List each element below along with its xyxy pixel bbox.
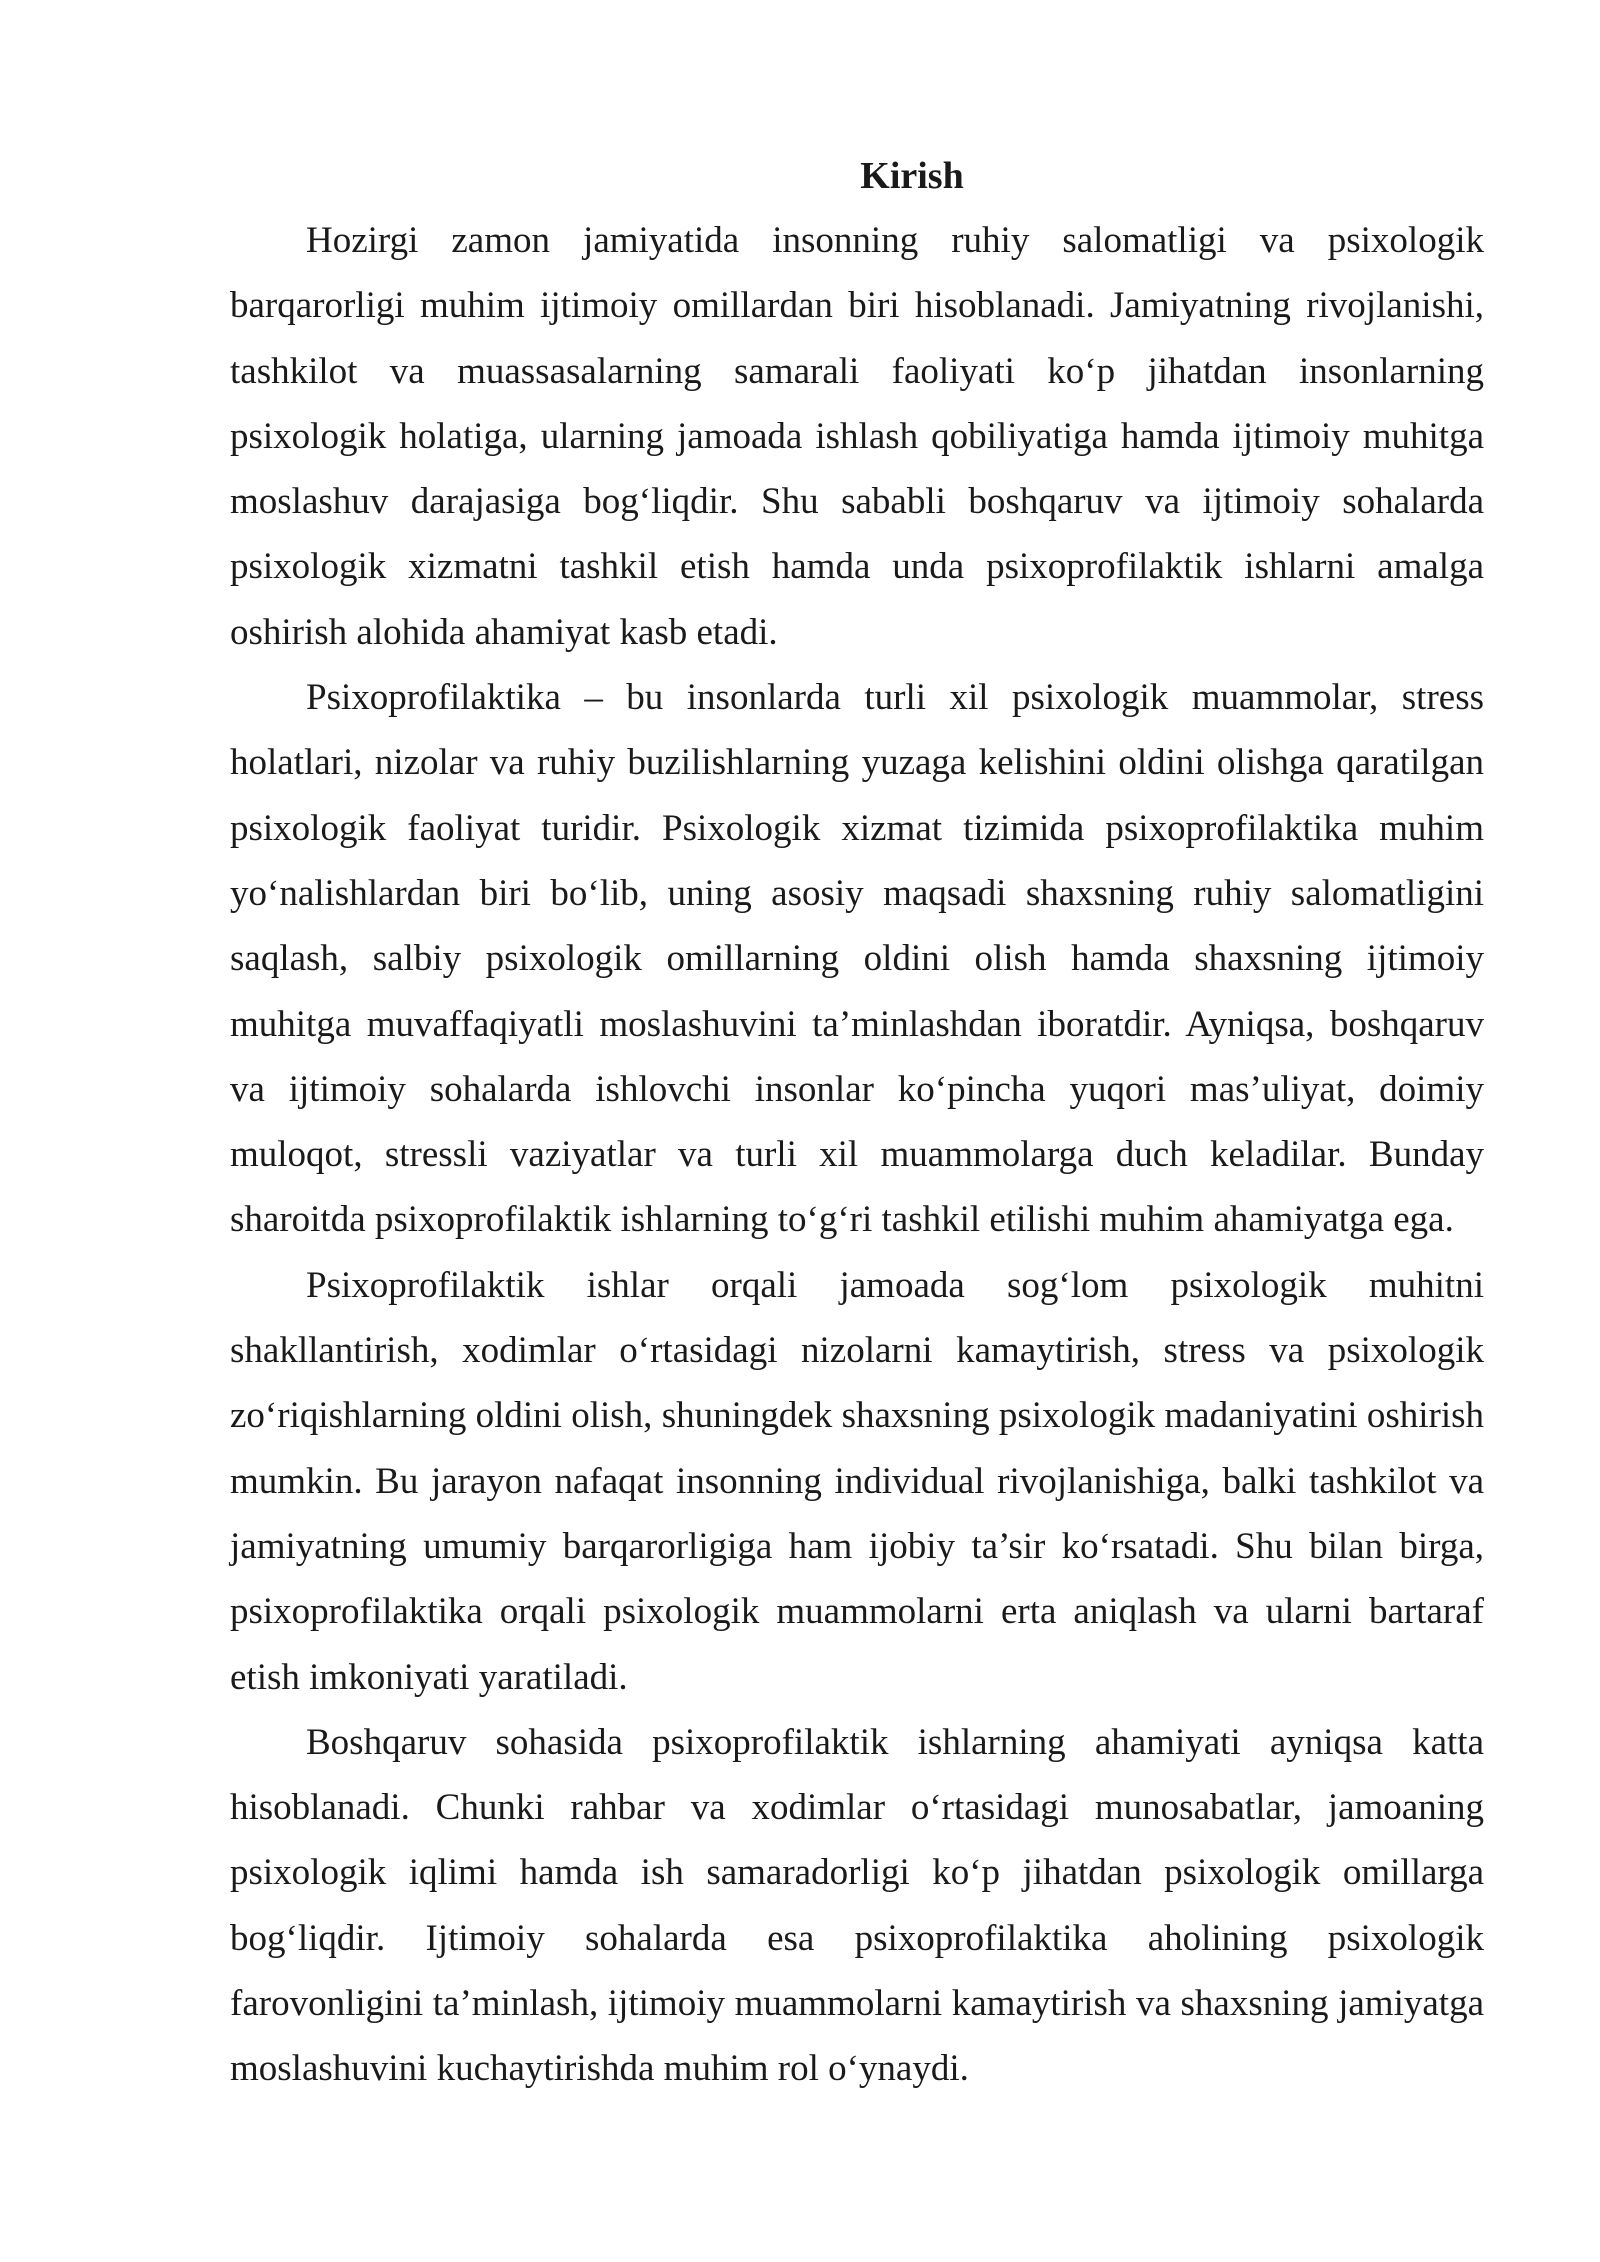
paragraph-4: Boshqaruv sohasida psixoprofilaktik ishlarning ahamiyati ayniqsa katta hisoblanadi. Chunki rahbar va xodimlar o‘rtasidagi munosabatlar, jamoaning psixologik iqlimi hamda ish samaradorligi ko‘p jihatdan psixologik omillarga bog‘liqdir. Ijtimoiy sohalarda esa psixoprofilaktika aholining psixologik farovonligini ta’minlash, ijtimoiy muammolarni kamaytirish va shaxsning jamiyatga moslashuvini kuchaytirishda muhim rol o‘ynaydi. <box>230 1721 1484 2090</box>
document-page <box>230 148 1484 2102</box>
document-title: Kirish <box>860 155 964 197</box>
paragraph-3: Psixoprofilaktik ishlar orqali jamoada sog‘lom psixologik muhitni shakllantirish, xodimlar o‘rtasidagi nizolarni kamaytirish, stress va psixologik zo‘riqishlarning oldini olish, shuningdek shaxsning psixologik madaniyatini oshirish mumkin. Bu jarayon nafaqat insonning individual rivojlanishiga, balki tashkilot va jamiyatning umumiy barqarorligiga ham ijobiy ta’sir ko‘rsatadi. Shu bilan birga, psixoprofilaktika orqali psixologik muammolarni erta aniqlash va ularni bartaraf etish imkoniyati yaratiladi. <box>230 1264 1484 1698</box>
paragraph-1: Hozirgi zamon jamiyatida insonning ruhiy salomatligi va psixologik barqarorligi muhim ijtimoiy omillardan biri hisoblanadi. Jamiyatning rivojlanishi, tashkilot va muassasalarning samarali faoliyati ko‘p jihatdan insonlarning psixologik holatiga, ularning jamoada ishlash qobiliyatiga hamda ijtimoiy muhitga moslashuv darajasiga bog‘liqdir. Shu sababli boshqaruv va ijtimoiy sohalarda psixologik xizmatni tashkil etish hamda unda psixoprofilaktik ishlarni amalga oshirish alohida ahamiyat kasb etadi. <box>230 220 1484 653</box>
paragraph-2: Psixoprofilaktika – bu insonlarda turli xil psixologik muammolar, stress holatlari, nizolar va ruhiy buzilishlarning yuzaga kelishini oldini olishga qaratilgan psixologik faoliyat turidir. Psixologik xizmat tizimida psixoprofilaktika muhim yo‘nalishlardan biri bo‘lib, uning asosiy maqsadi shaxsning ruhiy salomatligini saqlash, salbiy psixologik omillarning oldini olish hamda shaxsning ijtimoiy muhitga muvaffaqiyatli moslashuvini ta’minlashdan iboratdir. Ayniqsa, boshqaruv va ijtimoiy sohalarda ishlovchi insonlar ko‘pincha yuqori mas’uliyat, doimiy muloqot, stressli vaziyatlar va turli xil muammolarga duch keladilar. Bunday sharoitda psixoprofilaktik ishlarning to‘g‘ri tashkil etilishi muhim ahamiyatga ega. <box>230 677 1484 1241</box>
